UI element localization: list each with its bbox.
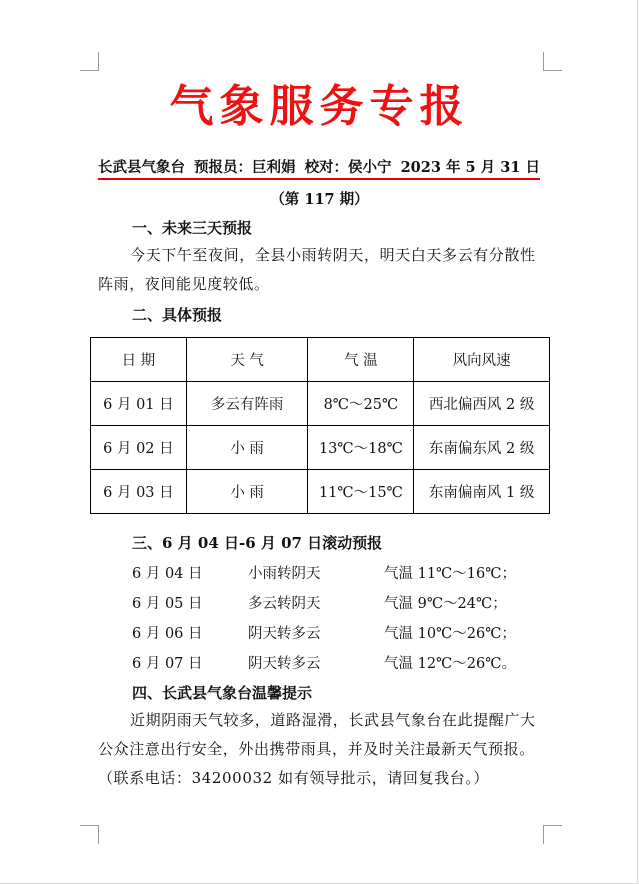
list-item: [132, 652, 552, 672]
cell-temperature: 8℃～25℃: [308, 382, 414, 426]
crop-mark-top-left: [80, 52, 99, 71]
roll-date: 6 月 06 日: [132, 626, 203, 642]
cell-temperature: 13℃～18℃: [308, 426, 414, 470]
header-temperature: 气 温: [308, 338, 414, 382]
section-heading-1: 一、未来三天预报: [132, 219, 253, 237]
crop-mark-bottom-right: [543, 825, 562, 844]
issue-date: 2023 年 5 月 31 日: [400, 159, 540, 176]
cell-temperature: 11℃～15℃: [308, 470, 414, 514]
issue-number: （第 117 期）: [270, 191, 369, 208]
header-weather: 天 气: [186, 338, 308, 382]
crop-mark-top-right: [543, 52, 562, 71]
roll-weather: 阴天转多云: [248, 626, 321, 642]
section-heading-2: 二、具体预报: [132, 306, 223, 324]
proofreader: 校对：侯小宁: [304, 159, 392, 176]
roll-temperature: 气温 12℃～26℃。: [384, 656, 516, 672]
cell-date: 6 月 03 日: [91, 470, 187, 514]
table-row: [91, 382, 550, 426]
cell-wind: 东南偏东风 2 级: [414, 426, 550, 470]
list-item: [132, 562, 552, 582]
cell-weather: 小 雨: [186, 426, 308, 470]
document-header: [98, 156, 540, 177]
table-header-row: [91, 338, 550, 382]
list-item: [132, 592, 552, 612]
roll-date: 6 月 05 日: [132, 596, 203, 612]
header-divider: [98, 178, 540, 180]
crop-mark-bottom-left: [80, 825, 99, 844]
header-date: 日 期: [91, 338, 187, 382]
roll-temperature: 气温 11℃～16℃；: [384, 566, 516, 582]
table-row: [91, 426, 550, 470]
roll-weather: 小雨转阴天: [248, 566, 321, 582]
roll-weather: 多云转阴天: [248, 596, 321, 612]
section-4-text: 近期阴雨天气较多，道路湿滑，长武县气象台在此提醒广大公众注意出行安全，外出携带雨具，并及时关注最新天气预报。（联系电话：34200032 如有领导批示，请回复我台。）: [98, 711, 536, 787]
section-1-text: 今天下午至夜间，全县小雨转阴天，明天白天多云有分散性阵雨，夜间能见度较低。: [98, 246, 536, 293]
roll-date: 6 月 07 日: [132, 656, 203, 672]
section-heading-3: 三、6 月 04 日-6 月 07 日滚动预报: [132, 534, 383, 552]
roll-date: 6 月 04 日: [132, 566, 203, 582]
roll-temperature: 气温 9℃～24℃；: [384, 596, 507, 612]
list-item: [132, 622, 552, 642]
forecaster: 预报员：巨利娟: [194, 159, 296, 176]
cell-weather: 多云有阵雨: [186, 382, 308, 426]
cell-weather: 小 雨: [186, 470, 308, 514]
forecast-table: [90, 337, 550, 514]
roll-weather: 阴天转多云: [248, 656, 321, 672]
cell-date: 6 月 02 日: [91, 426, 187, 470]
document-title: 气象服务专报: [169, 81, 470, 132]
section-heading-4: 四、长武县气象台温馨提示: [132, 684, 313, 702]
station-name: 长武县气象台: [98, 159, 185, 176]
header-wind: 风向风速: [414, 338, 550, 382]
cell-wind: 西北偏西风 2 级: [414, 382, 550, 426]
roll-temperature: 气温 10℃～26℃；: [384, 626, 516, 642]
cell-wind: 东南偏南风 1 级: [414, 470, 550, 514]
table-row: [91, 470, 550, 514]
cell-date: 6 月 01 日: [91, 382, 187, 426]
